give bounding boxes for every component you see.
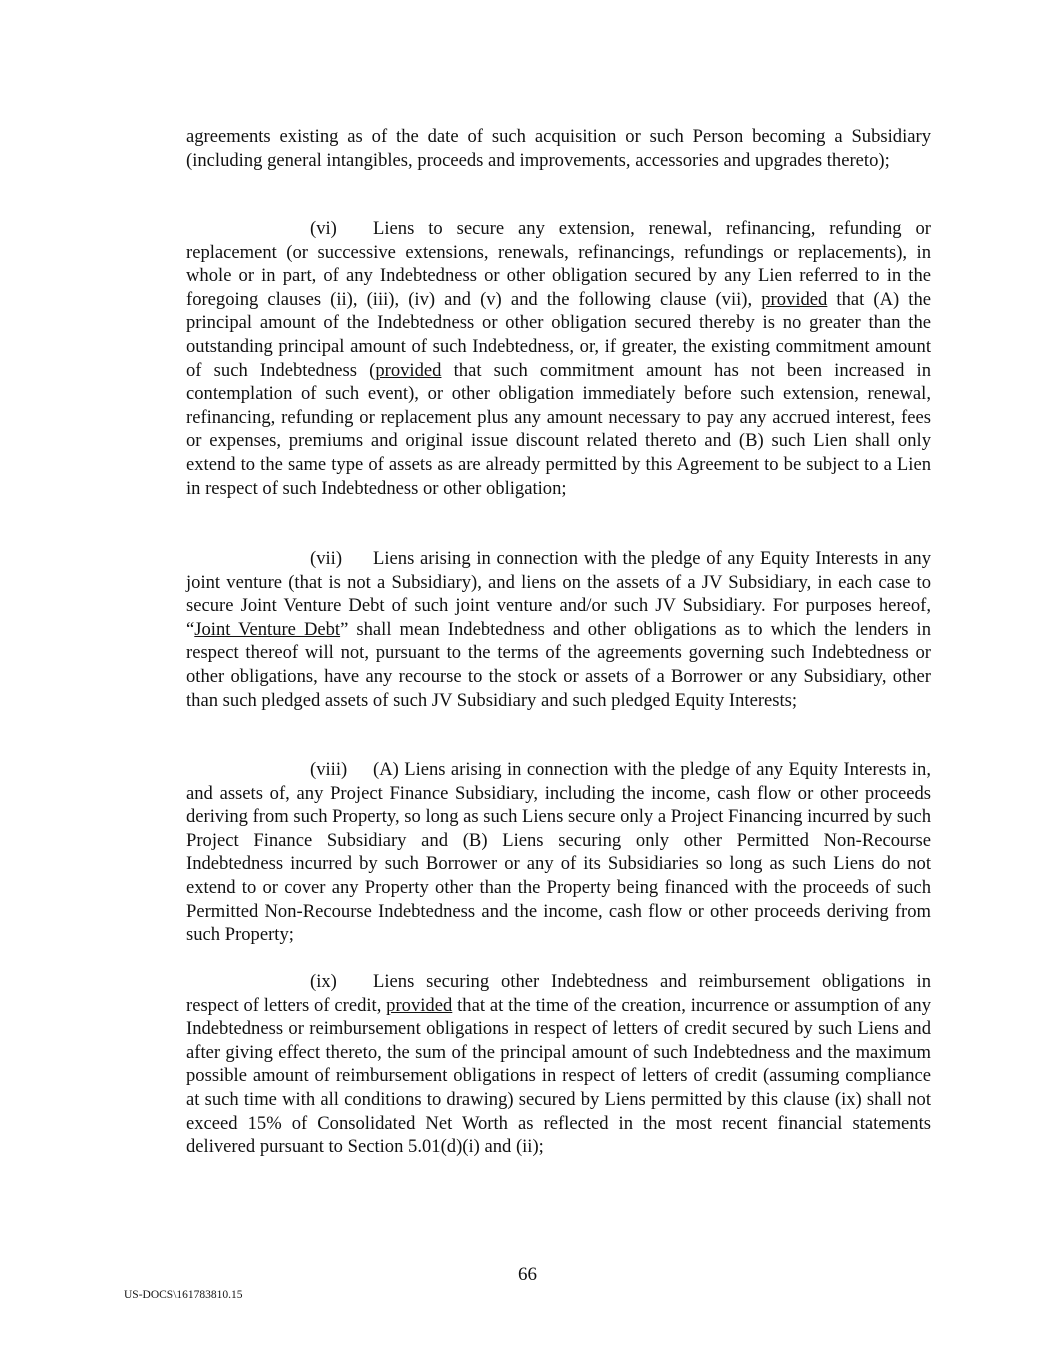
paragraph-continuation xyxy=(186,125,931,172)
paragraph-text: agreements existing as of the date of such acquisition or such Person becoming a Subsidiary (including general intangibles, proceeds and improvements, accessories and upgrades thereto); xyxy=(186,126,931,171)
clause-number: (ix) xyxy=(310,971,337,992)
clause-vi xyxy=(186,217,931,500)
clause-number: (vi) xyxy=(310,218,337,239)
defined-term: Joint Venture Debt xyxy=(194,618,341,640)
clause-text: Liens securing other Indebtedness and reimbursement obligations in respect of letters of credit, xyxy=(186,971,931,1016)
clause-text: Liens arising in connection with the pledge of any Equity Interests in any joint venture (that is not a Subsidiary), and liens on the assets of a JV Subsidiary, in each case to secure Joint Venture Debt of such joint venture and/or such JV Subsidiary. For purposes hereof, “ xyxy=(186,548,931,640)
clause-text: that such commitment amount has not been increased in contemplation of such event), or other obligation immediately before such extension, renewal, refinancing, refunding or replacement plus any amount necessary to pay any accrued interest, fees or expenses, premiums and original issue discount related thereto and (B) such Lien shall only extend to the same type of assets as are already permitted by this Agreement to be subject to a Lien in respect of such Indebtedness or other obligation; xyxy=(186,359,931,499)
clause-viii xyxy=(186,758,931,947)
clause-text: that at the time of the creation, incurrence or assumption of any Indebtedness or reimbursement obligations in respect of letters of credit secured by such Liens and after giving effect thereto, the sum of the principal amount of such Indebtedness and the maximum possible amount of reimbursement obligations in respect of letters of credit (assuming compliance at such time with all conditions to drawing) secured by Liens permitted by this clause (ix) shall not exceed 15% of Consolidated Net Worth as reflected in the most recent financial statements delivered pursuant to Section 5.01(d)(i) and (ii); xyxy=(186,994,931,1158)
provided-term: provided xyxy=(375,359,442,381)
clause-text: that (A) the principal amount of the Indebtedness or other obligation secured thereby is no greater than the outstanding principal amount of such Indebtedness, or, if greater, the existing commitment amount of such Indebtedness ( xyxy=(186,288,932,381)
document-id: US-DOCS\161783810.15 xyxy=(124,1289,243,1301)
clause-text: Liens to secure any extension, renewal, refinancing, refunding or replacement (or successive extensions, renewals, refinancings, refundings or replacements), in whole or in part, of any Indebtedness or other obligation secured by any Lien referred to in the foregoing clauses (ii), (iii), (iv) and (v) and the following clause (vii), xyxy=(186,218,931,310)
clause-text: (A) Liens arising in connection with the pledge of any Equity Interests in, and assets of, any Project Finance Subsidiary, including the income, cash flow or other proceeds deriving from such Property, so long as such Liens secure only a Project Financing incurred by such Project Finance Subsidiary and (B) Liens securing only other Permitted Non-Recourse Indebtedness incurred by such Borrower or any of its Subsidiaries so long as such Liens do not extend to or cover any Property other than the Property being financed with the proceeds of such Permitted Non-Recourse Indebtedness and the income, cash flow or other proceeds deriving from such Property; xyxy=(186,759,931,946)
provided-term: provided xyxy=(386,994,453,1016)
clause-number: (vii) xyxy=(310,548,343,569)
clause-text: ” shall mean Indebtedness and other obligations as to which the lenders in respect thereof will not, pursuant to the terms of the agreements governing such Indebtedness or other obligations, have any recourse to the stock or assets of a Borrower or any Subsidiary, other than such pledged assets of such JV Subsidiary and such pledged Equity Interests; xyxy=(186,618,931,711)
clause-number: (viii) xyxy=(310,759,348,780)
clause-ix xyxy=(186,970,931,1159)
provided-term: provided xyxy=(761,288,828,310)
clause-vii xyxy=(186,547,931,712)
page-number: 66 xyxy=(518,1264,537,1285)
